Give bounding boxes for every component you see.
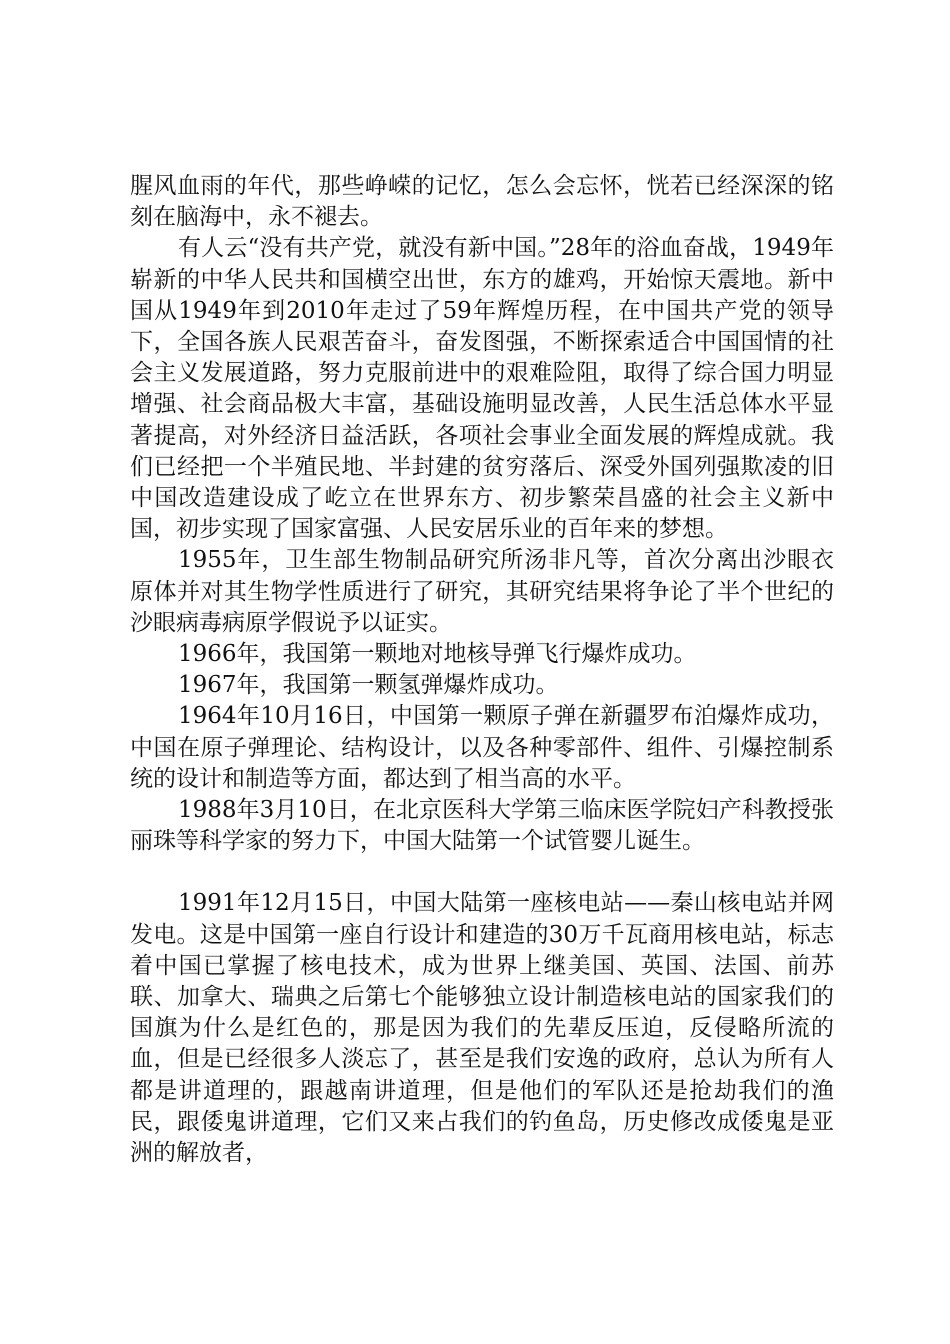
paragraph-new-china: 有人云“没有共产党，就没有新中国。”28年的浴血奋战，1949年崭新的中华人民共和国横空出世，东方的雄鸡，开始惊天震地。新中国从1949年到2010年走过了59年辉煌历程，在中国共产党的领导下，全国各族人民艰苦奋斗，奋发图强，不断探索适合中国国情的社会主义发展道路，努力克服前进中的艰难险阻，取得了综合国力明显增强、社会商品极大丰富，基础设施明显改善，人民生活总体水平显著提高，对外经济日益活跃，各项社会事业全面发展的辉煌成就。我们已经把一个半殖民地、半封建的贫穷落后、深受外国列强欺凌的旧中国改造建设成了屹立在世界东方、初步繁荣昌盛的社会主义新中国，初步实现了国家富强、人民安居乐业的百年来的梦想。 [130, 235, 834, 543]
paragraph-ivf-1988: 1988年3月10日，在北京医科大学第三临床医学院妇产科教授张丽珠等科学家的努力下，中国大陆第一个试管婴儿诞生。 [130, 797, 834, 855]
paragraph-hbomb-1967: 1967年，我国第一颗氢弹爆炸成功。 [178, 672, 559, 699]
paragraph-qinshan-1991: 1991年12月15日，中国大陆第一座核电站——秦山核电站并网发电。这是中国第一座自行设计和建造的30万千瓦商用核电站，标志着中国已掌握了核电技术，成为世界上继美国、英国、法国、前苏联、加拿大、瑞典之后第七个能够独立设计制造核电站的国家我们的国旗为什么是红色的，那是因为我们的先辈反压迫，反侵略所流的血，但是已经很多人淡忘了，甚至是我们安逸的政府，总认为所有人都是讲道理的，跟越南讲道理，但是他们的军队还是抢劫我们的渔民，跟倭鬼讲道理，它们又来占我们的钓鱼岛，历史修改成倭鬼是亚洲的解放者， [130, 890, 834, 1167]
document-body [130, 171, 834, 1169]
blank-line [130, 857, 834, 888]
paragraph-atomic-bomb-1964: 1964年10月16日，中国第一颗原子弹在新疆罗布泊爆炸成功，中国在原子弹理论、结构设计，以及各种零部件、组件、引爆控制系统的设计和制造等方面，都达到了相当高的水平。 [130, 703, 834, 792]
paragraph-trachoma-1955: 1955年，卫生部生物制品研究所汤非凡等，首次分离出沙眼衣原体并对其生物学性质进行了研究，其研究结果将争论了半个世纪的沙眼病毒病原学假说予以证实。 [130, 547, 834, 636]
paragraph-continuation: 腥风血雨的年代，那些峥嵘的记忆，怎么会忘怀，恍若已经深深的铭刻在脑海中，永不褪去。 [130, 173, 834, 231]
paragraph-missile-1966: 1966年，我国第一颗地对地核导弹飞行爆炸成功。 [178, 641, 697, 668]
